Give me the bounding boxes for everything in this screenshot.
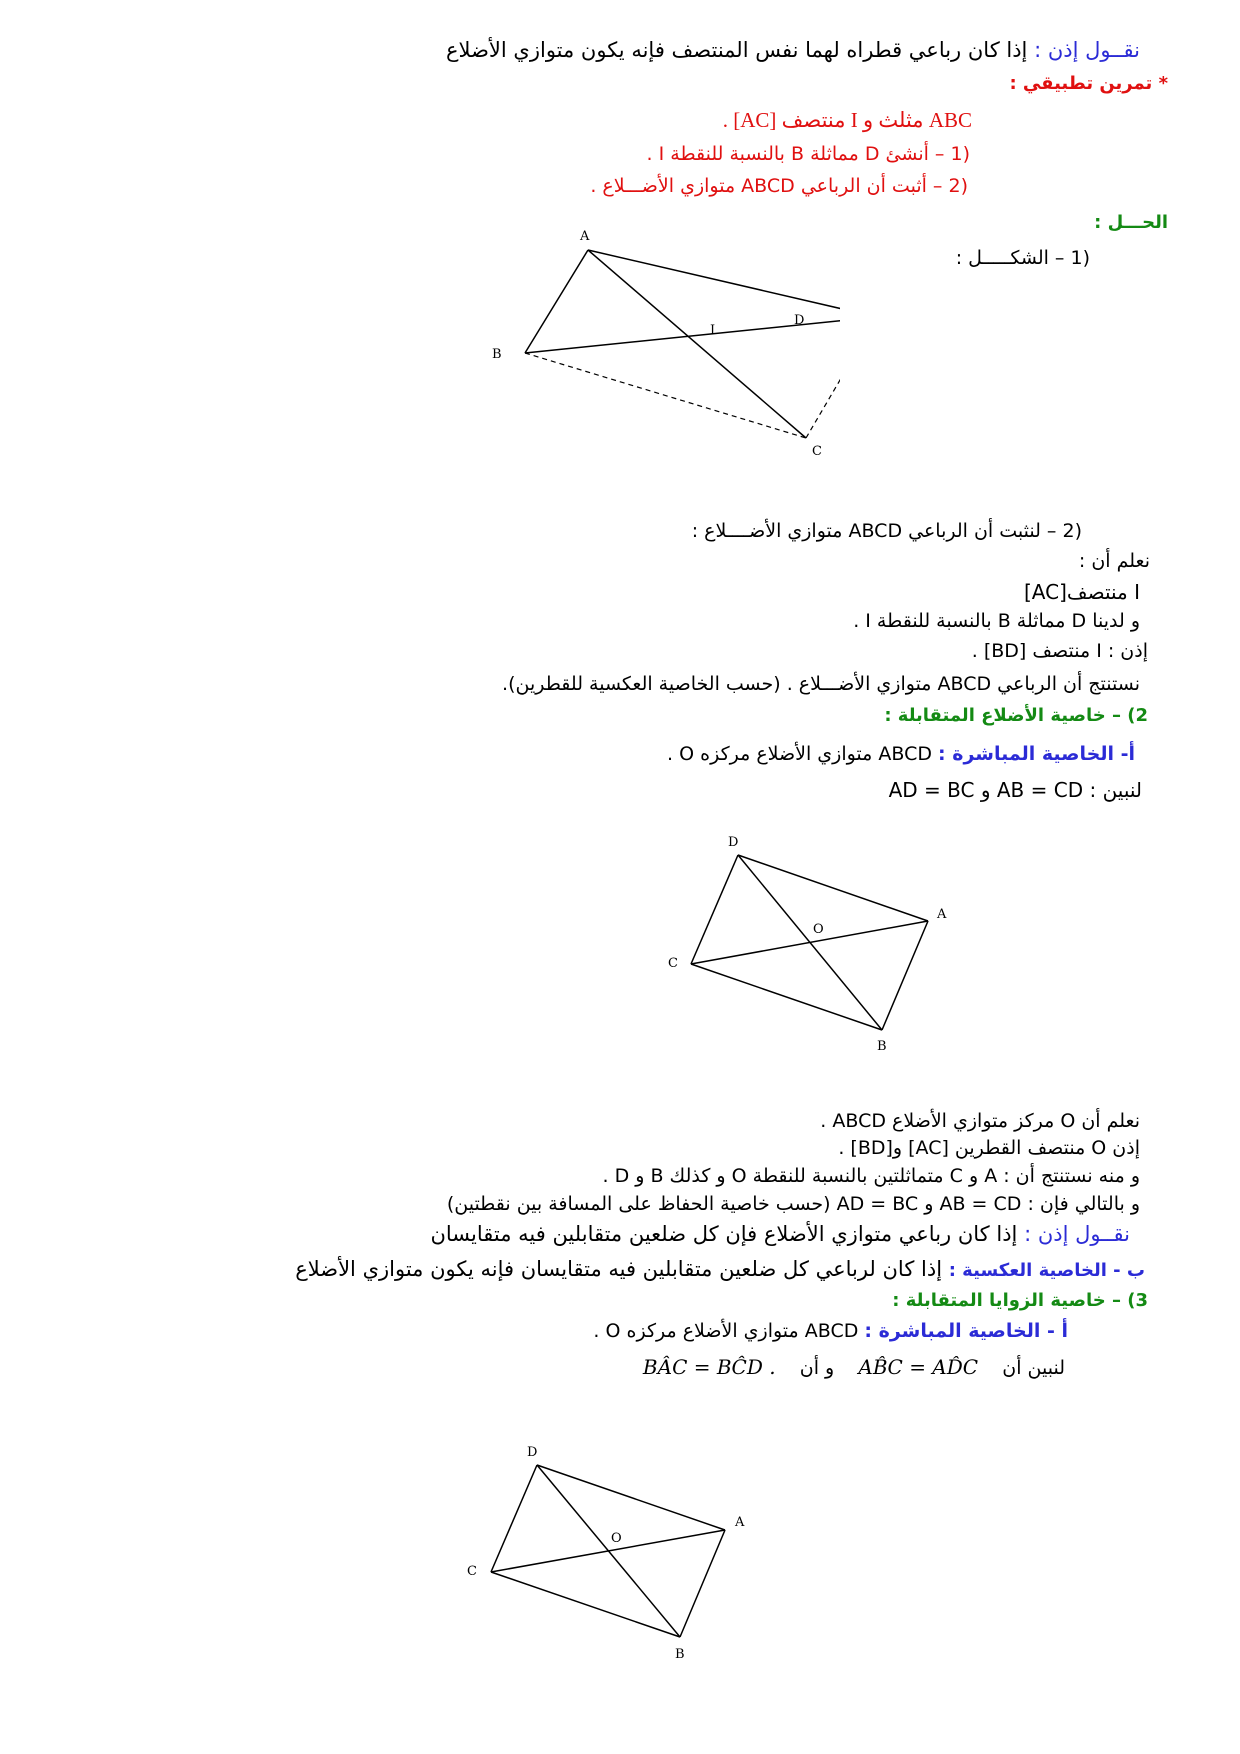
label-b: B xyxy=(877,1039,887,1054)
label-d: D xyxy=(794,313,805,328)
label-d: D xyxy=(728,835,739,850)
solution-i-midpoint: I منتصف[AC] xyxy=(1023,580,1140,604)
segment-ab xyxy=(525,250,588,353)
sides-to-prove: لنبين : AB = CD و AD = BC xyxy=(888,778,1142,802)
angles-direct-property xyxy=(593,1320,1068,1343)
label-c: C xyxy=(812,444,822,459)
sides-converse xyxy=(295,1257,1145,1282)
diagonal-ca xyxy=(491,1530,725,1572)
segment-ab xyxy=(882,921,928,1030)
sides-converse-lead: ب - الخاصية العكسية : xyxy=(948,1260,1145,1281)
exercise-title: * تمرين تطبيقي : xyxy=(1009,73,1168,94)
intro-conclusion xyxy=(446,38,1140,63)
segment-bd xyxy=(525,317,840,353)
label-a: A xyxy=(580,229,590,244)
figure-1-quadrilateral xyxy=(470,225,840,465)
intro-conclusion-text: إذا كان رباعي قطراه لهما نفس المنتصف فإنه يكون متوازي الأضلاع xyxy=(446,38,1028,62)
label-o: O xyxy=(813,922,824,937)
segment-ab xyxy=(680,1530,725,1637)
solution-title: الحـــل : xyxy=(1094,212,1168,233)
sides-proof-line-1: نعلم أن O مركز متوازي الأضلاع ABCD . xyxy=(820,1110,1140,1132)
solution-d-symmetric: و لدينا D مماثلة B بالنسبة للنقطة I . xyxy=(853,610,1140,632)
angle-equality-1: AB̂C = AD̂C xyxy=(858,1355,979,1379)
label-o: O xyxy=(611,1531,622,1546)
label-c: C xyxy=(467,1564,477,1579)
label-a: A xyxy=(937,907,947,922)
label-b: B xyxy=(675,1647,685,1662)
sides-proof-line-4: و بالتالي فإن : AB = CD و AD = BC (حسب خاصية الحفاظ على المسافة بين نقطتين) xyxy=(446,1193,1140,1215)
angles-to-prove-lead: لنبين أن xyxy=(1002,1357,1065,1379)
label-a: A xyxy=(735,1515,745,1530)
label-c: C xyxy=(668,956,678,971)
angles-and-word: و أن xyxy=(799,1357,835,1379)
label-i: I xyxy=(710,323,716,338)
sides-converse-text: إذا كان لرباعي كل ضلعين متقابلين فيه متقايسان فإنه يكون متوازي الأضلاع xyxy=(295,1257,943,1281)
figure-3-parallelogram xyxy=(455,1440,755,1670)
solution-part-2: (2 – لنثبت أن الرباعي ABCD متوازي الأضــــلاع : xyxy=(691,520,1082,542)
sides-direct-property xyxy=(667,743,1135,766)
sides-proof-line-3: و منه نستنتج أن : A و C متماثلتين بالنسبة للنقطة O و كذلك B و D . xyxy=(602,1165,1140,1187)
angle-equality-2: BÂC = BĈD . xyxy=(642,1355,776,1379)
sides-conclusion-lead: نقــول إذن : xyxy=(1024,1222,1130,1246)
solution-then-midpoint: إذن : I منتصف [BD] . xyxy=(971,640,1148,662)
diagonal-ca xyxy=(691,921,928,964)
sides-section-title: 2) – خاصية الأضلاع المتقابلة : xyxy=(884,705,1148,726)
segment-bc xyxy=(491,1572,680,1637)
angles-direct-lead: أ - الخاصية المباشرة : xyxy=(864,1320,1068,1342)
angles-to-prove xyxy=(643,1355,1065,1380)
angles-direct-text: ABCD متوازي الأضلاع مركزه O . xyxy=(593,1320,859,1342)
label-b: B xyxy=(492,347,502,362)
sides-direct-text: ABCD متوازي الأضلاع مركزه O . xyxy=(667,743,932,765)
segment-da xyxy=(738,855,928,921)
sides-conclusion-text: إذا كان رباعي متوازي الأضلاع فإن كل ضلعين متقابلين فيه متقايسان xyxy=(430,1222,1018,1246)
segment-da xyxy=(537,1465,725,1530)
label-d: D xyxy=(527,1445,538,1460)
exercise-statement: ABC مثلث و I منتصف [AC] . xyxy=(722,108,972,132)
exercise-question-1: (1 – أنشئ D مماثلة B بالنسبة للنقطة I . xyxy=(646,143,970,165)
segment-cd xyxy=(691,855,738,964)
solution-known: نعلم أن : xyxy=(1078,550,1150,572)
figure-2-parallelogram xyxy=(650,830,950,1060)
segment-cd xyxy=(491,1465,537,1572)
intro-conclusion-lead: نقــول إذن : xyxy=(1034,38,1140,62)
segment-ac xyxy=(588,250,806,438)
solution-deduce: نستنتج أن الرباعي ABCD متوازي الأضـــلاع . (حسب الخاصية العكسية للقطرين). xyxy=(502,673,1140,695)
segment-bc-dashed xyxy=(525,353,806,438)
exercise-question-2: (2 – أثبت أن الرباعي ABCD متوازي الأضـــلاع . xyxy=(590,175,968,197)
sides-direct-lead: أ- الخاصية المباشرة : xyxy=(938,743,1135,765)
solution-part-1: (1 – الشكـــــل : xyxy=(955,247,1090,269)
sides-conclusion xyxy=(430,1222,1130,1247)
segment-bc xyxy=(691,964,882,1030)
segment-cd-dashed xyxy=(806,317,840,438)
sides-proof-line-2: إذن O منتصف القطرين [AC] و[BD] . xyxy=(838,1137,1140,1159)
angles-section-title: 3) – خاصية الزوايا المتقابلة : xyxy=(892,1290,1148,1311)
